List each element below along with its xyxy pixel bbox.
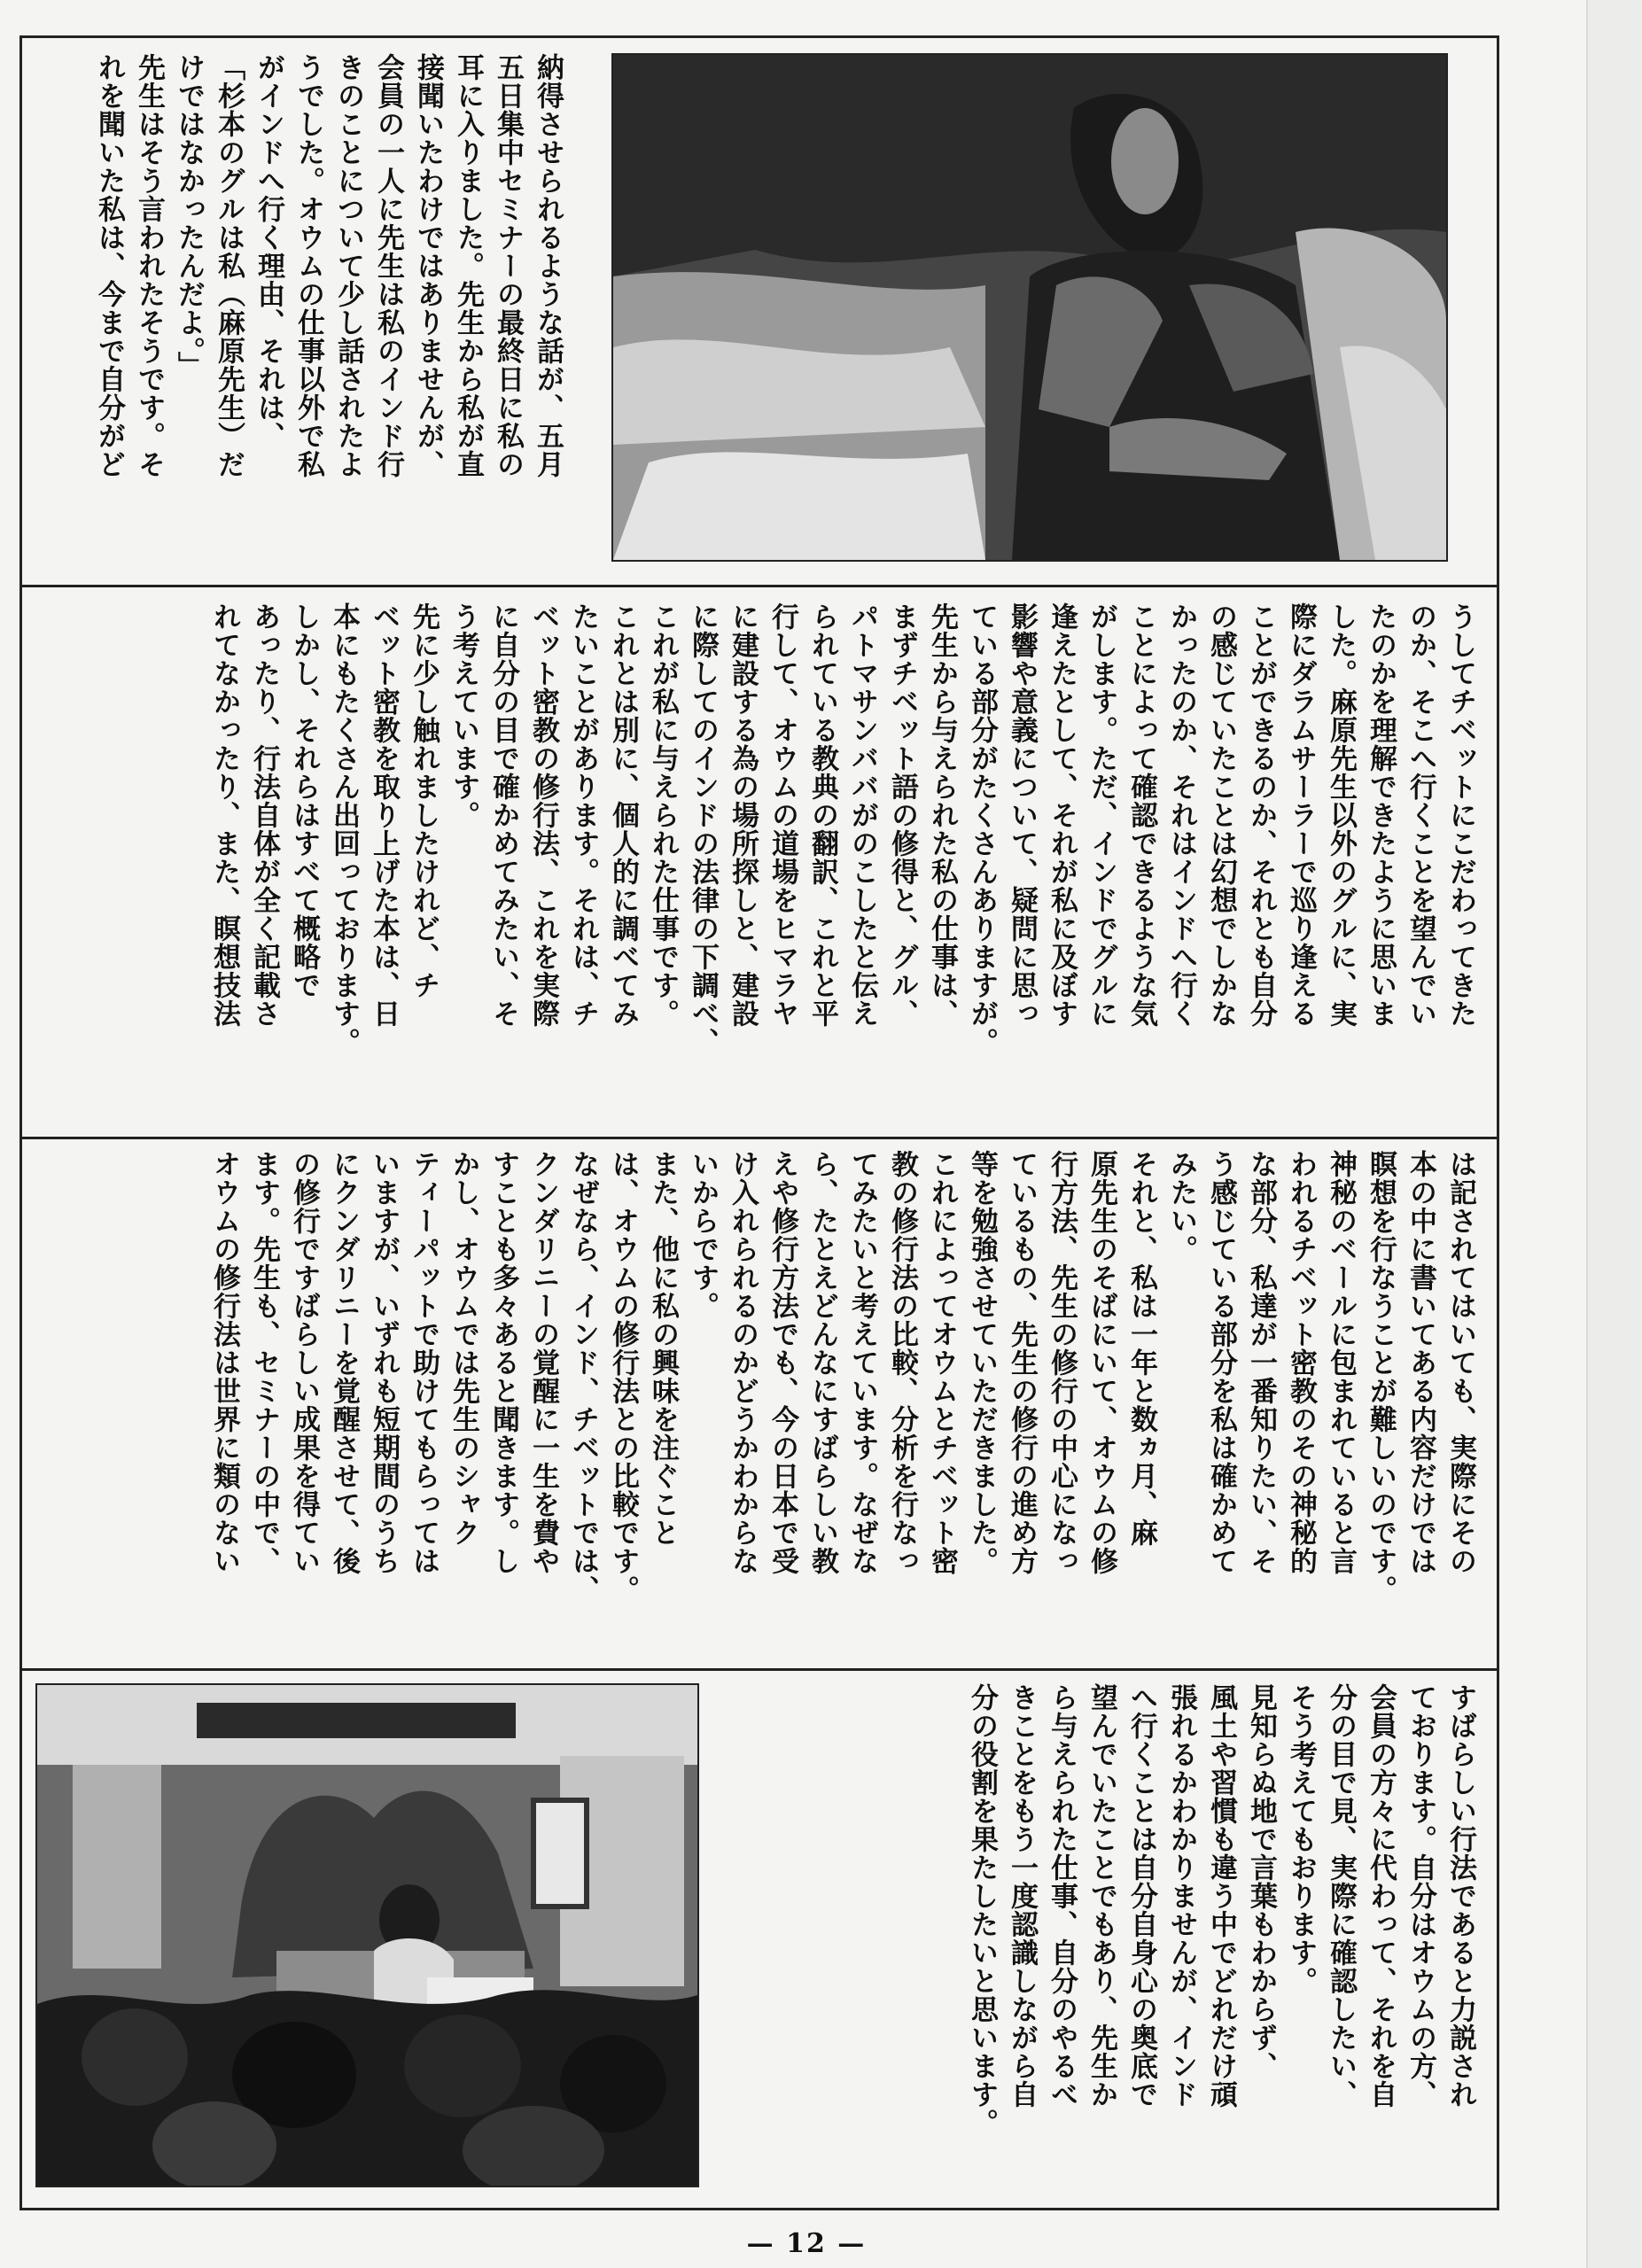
section-divider	[19, 585, 1499, 587]
article-text-section-2: うしてチベットにこだわってきた のか、そこへ行くことを望んでい たのかを理解できたように思いま した。麻原先生以外のグルに、実 際にダラムサーラーで巡り逢える ことができるのか、それとも自分 の感じていたことは幻想でしかな かったのか、それはインドへ行く ことによって確認できるような気 がします。ただ、インドでグルに 逢えたとして、それが私に及ぼす 影響や意義について、疑問に思っ ている部分がたくさんありますが。 先生から与えられた私の仕事は、 まずチベット語の修得と、グル、 パトマサンババがのこしたと伝え られている教典の翻訳、これと平 行して、オウムの道場をヒマラヤ に建設する為の場所探しと、建設 に際してのインドの法律の下調べ、 これが私に与えられた仕事です。 これとは別に、個人的に調べてみ たいことがあります。それは、チ ベット密教の修行法、これを実際 に自分の目で確かめてみたい、そ う考えています。 先に少し触れましたけれど、チ ベット密教を取り上げた本は、日 本にもたくさん出回っております。 しかし、それらはすべて概略で あったり、行法自体が全く記載さ れてなかったり、また、瞑想技法	[208, 602, 1476, 1056]
article-text-section-3: は記されてはいても、実際にその 本の中に書いてある内容だけでは 瞑想を行なうことが難しいのです。 神秘のベールに包まれていると言 われるチベット密教のその神秘的 な部分、私達が一番知りたい、そ う感じている部分を私は確かめて みたい。 それと、私は一年と数ヵ月、麻 原先生のそばにいて、オウムの修 行方法、先生の修行の中心になっ ているもの、先生の修行の進め方 等を勉強させていただきました。 これによってオウムとチベット密 教の修行法の比較、分析を行なっ てみたいと考えています。なぜな ら、たとえどんなにすばらしい教 えや修行方法でも、今の日本で受 け入れられるのかどうかわからな いからです。 また、他に私の興味を注ぐこと は、オウムの修行法との比較です。 なぜなら、インド、チベットでは、 クンダリニーの覚醒に一生を費や すことも多々あると聞きます。し かし、オウムでは先生のシャク ティーパットで助けてもらっては いますが、いずれも短期間のうち にクンダリニーを覚醒させて、後 の修行ですばらしい成果を得てい ます。先生も、セミナーの中で、 オウムの修行法は世界に類のない	[208, 1150, 1476, 1604]
section-divider	[19, 1668, 1499, 1671]
section-divider	[19, 1137, 1499, 1139]
article-text-section-1: 納得させられるような話が、五月 五日集中セミナーの最終日に私の 耳に入りました。先生から私が直 接聞いたわけではありませんが、 会員の一人に先生は私のインド行 きのことについて少し話されたよ うでした。オウムの仕事以外で私 がインドへ行く理由、それは、 「杉本のグルは私（麻原先生）だ けではなかったんだよ。」 先生はそう言われたそうです。そ れを聞いた私は、今まで自分がど	[93, 53, 564, 478]
page-edge	[1586, 0, 1642, 2268]
article-text-section-4: すばらしい行法であると力説され ております。自分はオウムの方、 会員の方々に代わって、それを自 分の目で見、実際に確認したい、 そう考えてもおります。 見知らぬ地で言葉もわからず、 風土や習慣も違う中でどれだけ頑 張れるかわかりませんが、インド へ行くことは自分自身心の奥底で 望んでいたことでもあり、先生か ら与えられた仕事、自分のやるべ きことをもう一度認識しながら自 分の役割を果たしたいと思います。	[966, 1683, 1476, 2137]
page-number: — 12 —	[746, 2228, 867, 2259]
man-seated-outdoors-photo	[611, 53, 1448, 562]
seminar-hall-photo	[35, 1683, 699, 2187]
